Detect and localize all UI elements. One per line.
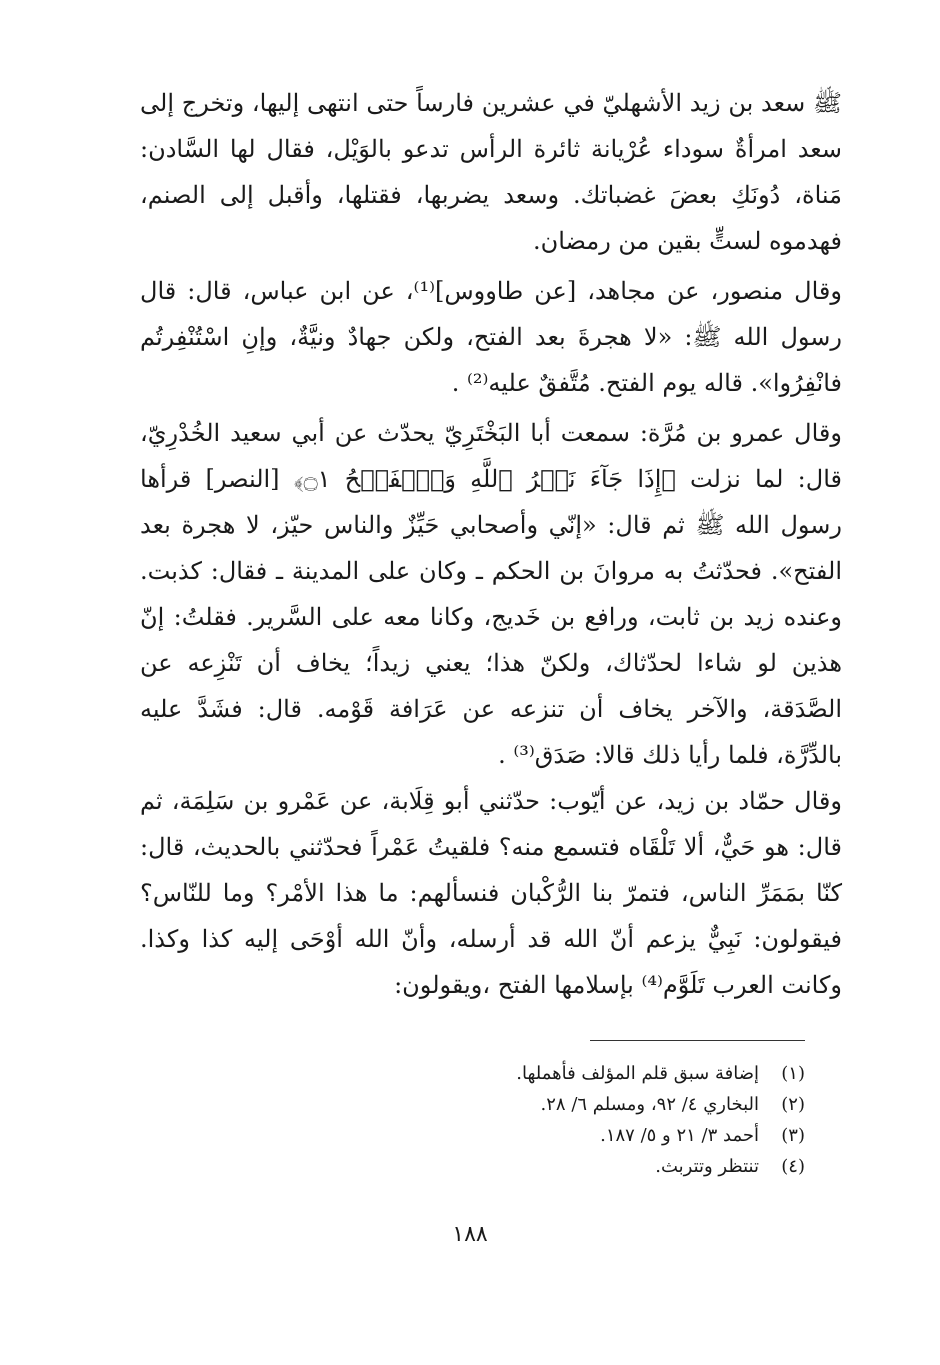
footnote-divider: [590, 1040, 805, 1041]
footnote-text: إضافة سبق قلم المؤلف فأهملها.: [516, 1063, 759, 1084]
body-paragraph: وقال عمرو بن مُرَّة: سمعت أبا البَخْتَرِيّ يحدّث عن أبي سعيد الخُدْرِيّ، قال: لما نزلت ﴿إِذَا جَآءَ نَصۡرُ ٱللَّهِ وَٱلۡفَتۡحُ ۝١﴾ [النصر] قرأها رسول الله ﷺ ثم قال: «إنّي وأصحابي حَيِّزٌ والناس حيّز، لا هجرة بعد الفتح». فحدّثتُ به مروانَ بن الحكم ـ وكان على المدينة ـ فقال: كذبت. وعنده زيد بن ثابت، ورافع بن خَديج، وكانا معه على السَّرير. فقلتُ: إنّ هذين لو شاءا لحدّثاك، ولكنّ هذا؛ يعني زيداً؛ يخاف أن تَنْزِعه عن الصَّدَقة، والآخر يخاف أن تنزعه عن عَرَافة قَوْمه. قال: فشَدَّ عليه بالدِّرَّة، فلما رأيا ذلك قالا: صَدَق⁽³⁾ .: [140, 419, 842, 769]
footnote-number: (٣): [781, 1125, 805, 1146]
body-paragraph: وقال منصور، عن مجاهد، [عن طاووس]⁽¹⁾، عن ابن عباس، قال: قال رسول الله ﷺ: «لا هجرةَ بعد الفتح، ولكن جهادٌ ونيَّةٌ، وإنِ اسْتُنْفِرتُم فانْفِرُوا». قاله يوم الفتح. مُتَّفقٌ عليه⁽²⁾ .: [140, 277, 842, 397]
body-paragraph: ﷺ سعد بن زيد الأشهليّ في عشرين فارساً حتى انتهى إليها، وتخرج إلى سعد امرأةٌ سوداء عُرْيانة ثائرة الرأس تدعو بالوَيْل، فقال لها السَّادن: مَناة، دُونَكِ بعضَ غضباتك. وسعد يضربها، فقتلها، وأقبل إلى الصنم، فهدموه لستٍّ بقين من رمضان.: [140, 89, 842, 255]
body-paragraph: وقال حمّاد بن زيد، عن أيّوب: حدّثني أبو قِلَابة، عن عَمْرو بن سَلِمَة، ثم قال: هو حَيٌّ، ألا تَلْقَاه فتسمع منه؟ فلقيتُ عَمْراً فحدّثني بالحديث، قال: كنّا بمَمَرِّ الناس، فتمرّ بنا الرُّكْبان فنسألهم: ما هذا الأمْر؟ وما للنّاس؟ فيقولون: نَبِيٌّ يزعم أنّ الله قد أرسله، وأنّ الله أوْحَى إليه كذا وكذا. وكانت العرب تَلَوَّم⁽⁴⁾ بإسلامها الفتح ،ويقولون:: [140, 787, 842, 999]
footnote-text: أحمد ٣/ ٢١ و ٥/ ١٨٧.: [600, 1125, 759, 1146]
footnote-item: [300, 1120, 805, 1151]
footnote-text: تنتظر وتتربث.: [655, 1156, 759, 1177]
footnote-number: (١): [781, 1063, 805, 1084]
footnote-item: [300, 1089, 805, 1120]
footnotes-list: [300, 1058, 805, 1182]
footnote-item: [300, 1151, 805, 1182]
footnote-text: البخاري ٤/ ٩٢، ومسلم ٦/ ٢٨.: [540, 1094, 759, 1115]
footnote-number: (٢): [781, 1094, 805, 1115]
page-number: ١٨٨: [452, 1222, 488, 1247]
footnote-number: (٤): [781, 1156, 805, 1177]
footnote-item: [300, 1058, 805, 1089]
